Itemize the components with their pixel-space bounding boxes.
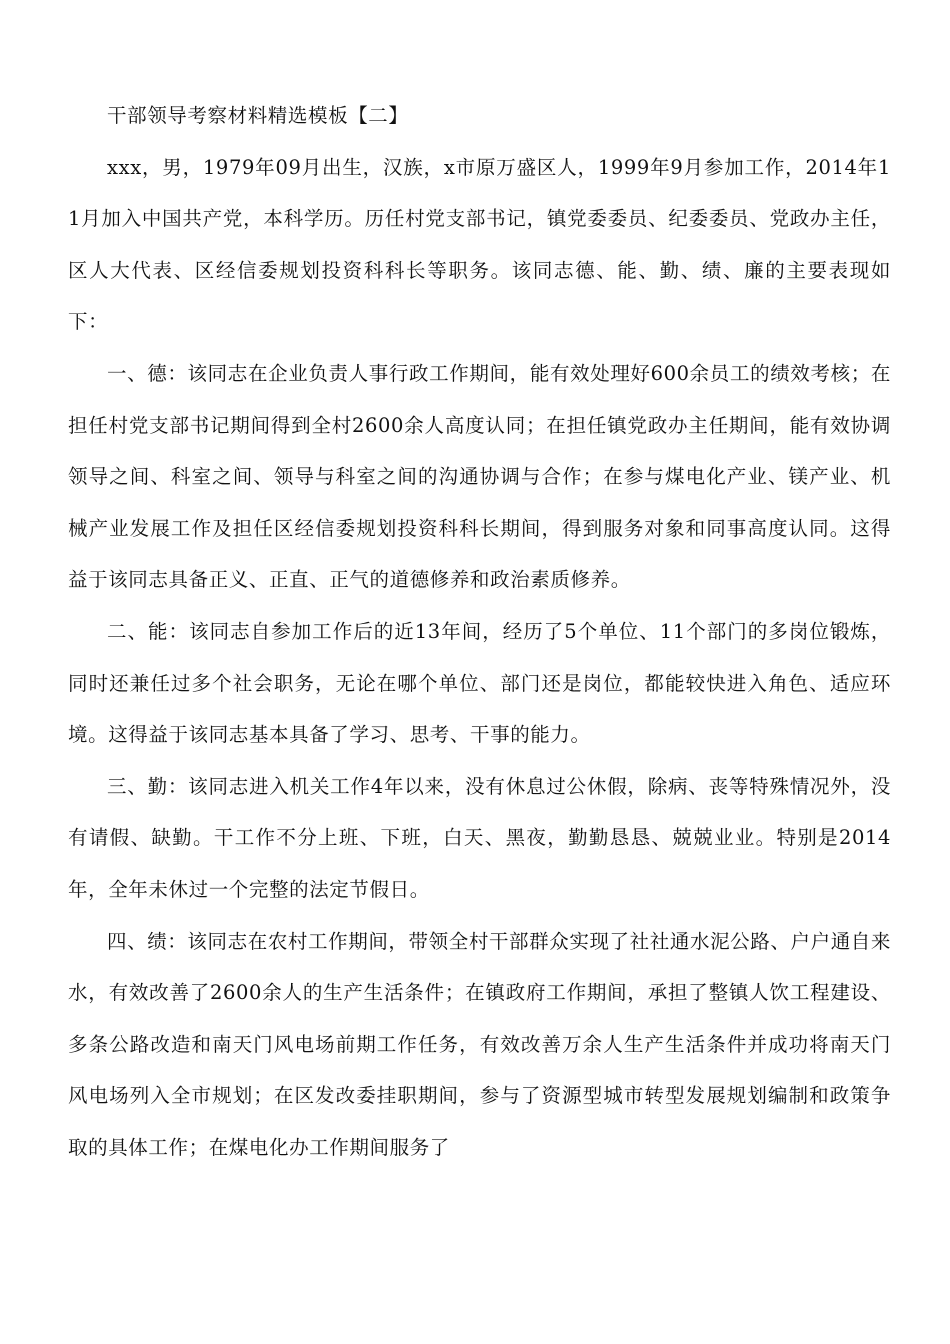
document-title: 干部领导考察材料精选模板【二】 (107, 104, 409, 127)
paragraph-achievement: 四、绩：该同志在农村工作期间，带领全村干部群众实现了社社通水泥公路、户户通自来水，有效改善了2600余人的生产生活条件；在镇政府工作期间，承担了整镇人饮工程建设、多条公路改造和南天门风电场前期工作任务，有效改善万余人生产生活条件并成功将南天门风电场列入全市规划；在区发改委挂职期间，参与了资源型城市转型发展规划编制和政策争取的具体工作；在煤电化办工作期间服务了 (68, 929, 891, 1159)
paragraph-virtue: 一、德：该同志在企业负责人事行政工作期间，能有效处理好600余员工的绩效考核；在担任村党支部书记期间得到全村2600余人高度认同；在担任镇党政办主任期间，能有效协调领导之间、科室之间、领导与科室之间的沟通协调与合作；在参与煤电化产业、镁产业、机械产业发展工作及担任区经信委规划投资科科长期间，得到服务对象和同事高度认同。这得益于该同志具备正义、正直、正气的道德修养和政治素质修养。 (68, 361, 891, 592)
paragraph-profile: xxx，男，1979年09月出生，汉族，x市原万盛区人，1999年9月参加工作，2014年11月加入中国共产党，本科学历。历任村党支部书记，镇党委委员、纪委委员、党政办主任，区人大代表、区经信委规划投资科科长等职务。该同志德、能、勤、绩、廉的主要表现如下： (68, 155, 891, 334)
paragraph-diligence: 三、勤：该同志进入机关工作4年以来，没有休息过公休假，除病、丧等特殊情况外，没有请假、缺勤。干工作不分上班、下班，白天、黑夜，勤勤恳恳、兢兢业业。特别是2014年，全年未休过一个完整的法定节假日。 (68, 774, 891, 901)
document-body (68, 90, 891, 1173)
paragraph-ability: 二、能：该同志自参加工作后的近13年间，经历了5个单位、11个部门的多岗位锻炼，同时还兼任过多个社会职务，无论在哪个单位、部门还是岗位，都能较快进入角色、适应环境。这得益于该同志基本具备了学习、思考、干事的能力。 (68, 619, 891, 747)
